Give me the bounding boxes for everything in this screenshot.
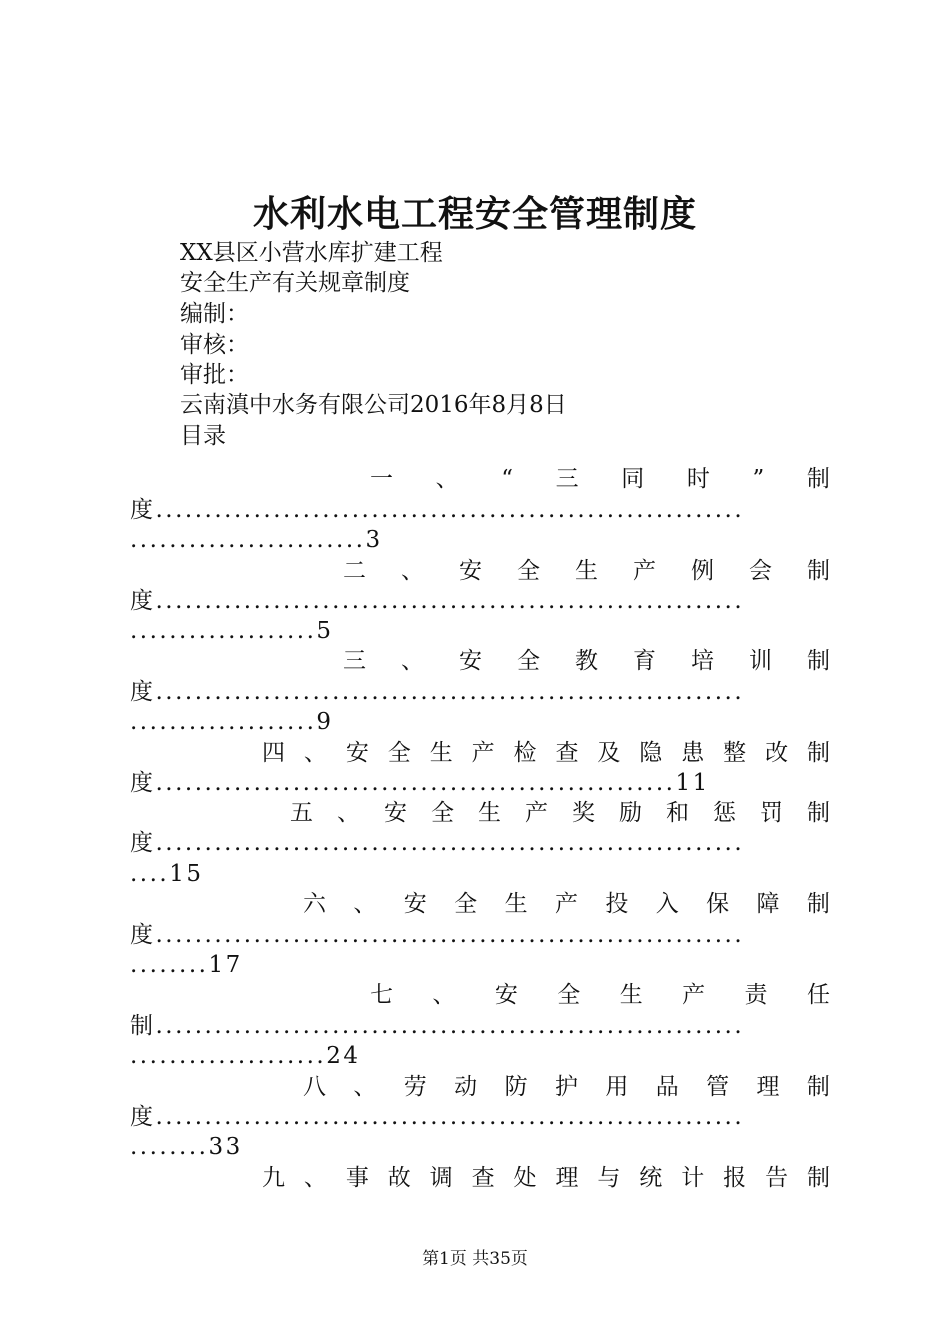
toc-page-number: ....................24 <box>130 1043 361 1069</box>
toc-heading-char: 劳 <box>403 1074 427 1100</box>
toc-leader-line: 度.....................................................11 <box>130 770 710 796</box>
toc-heading-char: 产 <box>633 558 656 584</box>
toc-heading-char: 生 <box>504 891 528 917</box>
toc-heading-char: 处 <box>513 1165 537 1191</box>
toc-heading-char: 制 <box>806 740 830 766</box>
toc-heading-char: 三 <box>343 648 366 674</box>
toc-heading-char: 生 <box>429 740 453 766</box>
toc-heading-char: 障 <box>756 891 780 917</box>
toc-heading-char: 生 <box>478 800 501 826</box>
toc-heading-char: 产 <box>525 800 548 826</box>
toc-page-number: ...................9 <box>130 709 334 735</box>
toc-heading-char: 全 <box>454 891 478 917</box>
toc-heading-char: 、 <box>353 1074 377 1100</box>
toc-heading-char: 、 <box>401 558 424 584</box>
toc-heading-char: 任 <box>806 982 830 1008</box>
toc-heading-char: 入 <box>655 891 679 917</box>
project-name: XX县区小营水库扩建工程 <box>180 240 443 266</box>
toc-heading-char: 制 <box>807 558 830 584</box>
toc-heading-char: 投 <box>605 891 629 917</box>
toc-page-number: ...................5 <box>130 618 334 644</box>
toc-heading-char: 、 <box>432 982 456 1008</box>
toc-page-number: ....15 <box>130 861 204 887</box>
toc-heading-char: 制 <box>806 466 830 492</box>
compiled-by-label: 编制： <box>180 301 249 327</box>
toc-heading-char: 培 <box>691 648 714 674</box>
toc-heading-char: 制 <box>806 1074 830 1100</box>
toc-heading-char: 报 <box>723 1165 747 1191</box>
document-title: 水利水电工程安全管理制度 <box>252 193 697 235</box>
toc-heading-char: 管 <box>706 1074 730 1100</box>
toc-heading-char: 调 <box>429 1165 453 1191</box>
toc-heading-char: 用 <box>605 1074 629 1100</box>
toc-entry-heading <box>343 556 830 586</box>
toc-leader-line: 度............................................................ <box>130 679 745 705</box>
toc-heading-char: 患 <box>681 740 705 766</box>
toc-heading-char: 告 <box>765 1165 789 1191</box>
toc-heading-char: 责 <box>744 982 768 1008</box>
toc-heading-char: 八 <box>303 1074 326 1100</box>
toc-entry-heading <box>370 464 830 494</box>
toc-heading-char: 故 <box>387 1165 411 1191</box>
toc-heading-char: 生 <box>619 982 643 1008</box>
company-date: 云南滇中水务有限公司2016年8月8日 <box>180 392 567 418</box>
toc-leader-line: 度............................................................ <box>130 830 745 856</box>
toc-heading-char: 安 <box>494 982 518 1008</box>
toc-page-number: ........................3 <box>130 527 383 553</box>
toc-heading-char: 查 <box>471 1165 495 1191</box>
toc-heading-char: 、 <box>435 466 459 492</box>
toc-heading-char: 三 <box>555 466 579 492</box>
toc-entry-heading <box>370 980 830 1010</box>
toc-page-number: ........33 <box>130 1134 243 1160</box>
toc-heading-char: 生 <box>575 558 598 584</box>
toc-entry-heading <box>290 798 830 828</box>
toc-heading-char: 安 <box>459 558 482 584</box>
toc-heading-char: “ <box>501 466 514 492</box>
toc-heading-char: 理 <box>756 1074 780 1100</box>
toc-heading-char: 二 <box>343 558 366 584</box>
toc-heading-char: 罚 <box>760 800 783 826</box>
toc-heading-char: 防 <box>504 1074 528 1100</box>
toc-heading: 目录 <box>180 423 226 449</box>
toc-heading-char: 动 <box>454 1074 478 1100</box>
toc-heading-char: 六 <box>303 891 326 917</box>
toc-heading-char: 一 <box>370 466 393 492</box>
toc-heading-char: 保 <box>706 891 730 917</box>
toc-heading-char: 全 <box>557 982 581 1008</box>
toc-heading-char: 产 <box>554 891 578 917</box>
approved-by-label: 审批： <box>180 362 249 388</box>
toc-heading-char: 、 <box>353 891 377 917</box>
toc-leader-line: 度............................................................ <box>130 922 745 948</box>
toc-heading-char: 全 <box>387 740 411 766</box>
toc-page-number: ........17 <box>130 952 243 978</box>
document-subtitle: 安全生产有关规章制度 <box>180 270 410 296</box>
toc-heading-char: 同 <box>621 466 645 492</box>
toc-entry-heading <box>262 738 830 768</box>
toc-heading-char: 计 <box>681 1165 705 1191</box>
toc-heading-char: 、 <box>401 648 424 674</box>
toc-leader-line: 制............................................................ <box>130 1013 745 1039</box>
toc-heading-char: ” <box>752 466 765 492</box>
toc-heading-char: 例 <box>691 558 714 584</box>
toc-heading-char: 制 <box>807 800 830 826</box>
toc-heading-char: 护 <box>554 1074 578 1100</box>
reviewed-by-label: 审核： <box>180 332 249 358</box>
toc-heading-char: 查 <box>555 740 579 766</box>
toc-heading-char: 制 <box>807 648 830 674</box>
toc-heading-char: 四 <box>262 740 285 766</box>
toc-heading-char: 制 <box>806 1165 830 1191</box>
toc-heading-char: 隐 <box>639 740 663 766</box>
toc-heading-char: 安 <box>384 800 407 826</box>
toc-heading-char: 与 <box>597 1165 621 1191</box>
toc-heading-char: 时 <box>686 466 710 492</box>
toc-heading-char: 产 <box>682 982 706 1008</box>
toc-heading-char: 育 <box>633 648 656 674</box>
toc-heading-char: 教 <box>575 648 598 674</box>
toc-heading-char: 、 <box>303 1165 327 1191</box>
toc-heading-char: 七 <box>370 982 393 1008</box>
toc-heading-char: 五 <box>290 800 313 826</box>
toc-heading-char: 安 <box>345 740 369 766</box>
toc-entry-heading <box>303 889 830 919</box>
toc-heading-char: 检 <box>513 740 537 766</box>
toc-entry-heading <box>343 646 830 676</box>
toc-heading-char: 品 <box>655 1074 679 1100</box>
toc-entry-heading <box>262 1163 830 1193</box>
toc-heading-char: 、 <box>303 740 327 766</box>
toc-heading-char: 会 <box>749 558 772 584</box>
toc-heading-char: 全 <box>517 648 540 674</box>
toc-leader-line: 度............................................................ <box>130 588 745 614</box>
toc-heading-char: 全 <box>517 558 540 584</box>
toc-entry-heading <box>303 1072 830 1102</box>
toc-heading-char: 和 <box>666 800 689 826</box>
toc-heading-char: 统 <box>639 1165 663 1191</box>
toc-heading-char: 整 <box>723 740 747 766</box>
page-footer: 第1页 共35页 <box>422 1249 528 1269</box>
toc-leader-line: 度............................................................ <box>130 1104 745 1130</box>
toc-leader-line: 度............................................................ <box>130 497 745 523</box>
toc-heading-char: 及 <box>597 740 621 766</box>
toc-heading-char: 、 <box>337 800 360 826</box>
toc-heading-char: 惩 <box>713 800 736 826</box>
toc-heading-char: 安 <box>459 648 482 674</box>
toc-heading-char: 事 <box>345 1165 369 1191</box>
toc-heading-char: 九 <box>262 1165 285 1191</box>
toc-heading-char: 奖 <box>572 800 595 826</box>
toc-heading-char: 理 <box>555 1165 579 1191</box>
toc-heading-char: 训 <box>749 648 772 674</box>
toc-heading-char: 全 <box>431 800 454 826</box>
toc-heading-char: 制 <box>806 891 830 917</box>
toc-heading-char: 励 <box>619 800 642 826</box>
toc-heading-char: 产 <box>471 740 495 766</box>
toc-heading-char: 改 <box>765 740 789 766</box>
toc-heading-char: 安 <box>403 891 427 917</box>
